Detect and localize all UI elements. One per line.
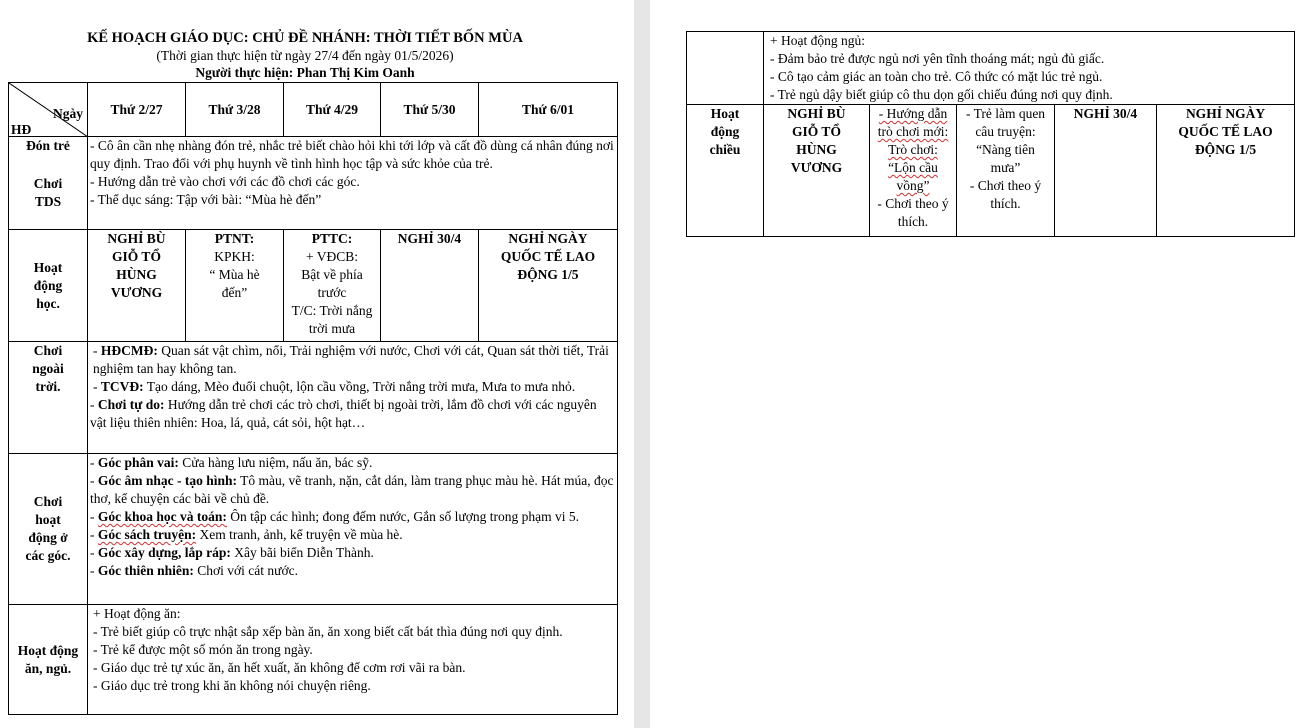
don-tre-content: - Cô ân cần nhẹ nhàng đón trẻ, nhắc trẻ biết chào hỏi khi tới lớp và cất đồ dùng cá nhân đúng nơi quy định. Trao đổi với phụ huynh về tình hình học tập và sức khỏe của trẻ. - Hướng dẫn trẻ vào chơi với các đồ chơi các góc. - Thể dục sáng: Tập với bài: “Mùa hè đến”	[88, 137, 618, 230]
row-ngu-continued	[687, 32, 1295, 105]
hoc-fri: NGHỈ NGÀY QUỐC TẾ LAO ĐỘNG 1/5	[479, 230, 618, 342]
table-header-row	[9, 83, 618, 137]
hoc-thu: NGHỈ 30/4	[381, 230, 479, 342]
row-don-tre	[9, 137, 618, 230]
row-label-hoat-dong-hoc: Hoạt động học.	[9, 230, 88, 342]
row-label-ngoai-troi: Chơi ngoài trời.	[9, 342, 88, 454]
day-header-tue: Thứ 3/28	[186, 83, 284, 137]
day-header-thu: Thứ 5/30	[381, 83, 479, 137]
chieu-mon: NGHỈ BÙ GIỖ TỔ HÙNG VƯƠNG	[764, 105, 870, 237]
an-ngu-content: + Hoạt động ăn: - Trẻ biết giúp cô trực nhật sắp xếp bàn ăn, ăn xong biết cất bát thìa đúng nơi quy định. - Trẻ kể được một số món ăn trong ngày. - Giáo dục trẻ tự xúc ăn, ăn hết xuất, ăn không để cơm rơi vãi ra bàn. - Giáo dục trẻ trong khi ăn không nói chuyện riêng.	[88, 605, 618, 715]
row-label-goc: Chơi hoạt động ở các góc.	[9, 454, 88, 605]
corner-cell	[9, 83, 88, 137]
row-label-don-tre: Đón trẻ Chơi TDS	[9, 137, 88, 230]
chieu-thu: NGHỈ 30/4	[1055, 105, 1157, 237]
document-page-2	[650, 0, 1309, 728]
row-chieu	[687, 105, 1295, 237]
plan-subtitle: (Thời gian thực hiện từ ngày 27/4 đến ngày 01/5/2026)	[156, 48, 454, 63]
goc-content: - Góc phân vai: Cửa hàng lưu niệm, nấu ăn, bác sỹ. - Góc âm nhạc - tạo hình: Tô màu, vẽ tranh, nặn, cắt dán, làm trang phục màu hè. Hát múa, đọc thơ, kể chuyện các bài về chủ đề. - Góc khoa học và toán: Ôn tập các hình; đong đếm nước, Gắn số lượng trong phạm vi 5. - Góc sách truyện: Xem tranh, ảnh, kể truyện về mùa hè. - Góc xây dựng, lắp ráp: Xây bãi biển Diễn Thành. - Góc thiên nhiên: Chơi với cát nước.	[88, 454, 618, 605]
row-label-empty	[687, 32, 764, 105]
hoc-tue: PTNT: KPKH: “ Mùa hè đến”	[186, 230, 284, 342]
day-header-mon: Thứ 2/27	[88, 83, 186, 137]
chieu-wed: - Trẻ làm quen câu truyện: “Nàng tiên mưa” - Chơi theo ý thích.	[957, 105, 1055, 237]
schedule-table-continued	[686, 31, 1295, 237]
chieu-fri: NGHỈ NGÀY QUỐC TẾ LAO ĐỘNG 1/5	[1157, 105, 1295, 237]
row-label-chieu: Hoạt động chiều	[687, 105, 764, 237]
ngu-content: + Hoạt động ngủ: - Đảm bảo trẻ được ngủ nơi yên tĩnh thoáng mát; ngủ đủ giấc. - Cô tạo cảm giác an toàn cho trẻ. Cô thức có mặt lúc trẻ ngủ. - Trẻ ngủ dậy biết giúp cô thu dọn gối chiếu đúng nơi quy định.	[764, 32, 1295, 105]
document-page-1	[0, 0, 634, 728]
row-goc	[9, 454, 618, 605]
hoc-wed: PTTC: + VĐCB: Bật về phía trước T/C: Trời nắng trời mưa	[284, 230, 381, 342]
ngoai-troi-content: - HĐCMĐ: Quan sát vật chìm, nổi, Trải nghiệm với nước, Chơi với cát, Quan sát thời tiết, Trải nghiệm tan hay không tan. - TCVĐ: Tạo dáng, Mèo đuổi chuột, lộn cầu vồng, Trời nắng trời mưa, Mưa to mưa nhỏ. - Chơi tự do: Hướng dẫn trẻ chơi các trò chơi, thiết bị ngoài trời, lắm đồ chơi với các nguyên vật liệu thiên nhiên: Hoa, lá, quả, cát sỏi, hột hạt…	[88, 342, 618, 454]
hoc-mon: NGHỈ BÙ GIỖ TỔ HÙNG VƯƠNG	[88, 230, 186, 342]
plan-author: Người thực hiện: Phan Thị Kim Oanh	[195, 65, 415, 80]
schedule-table	[8, 82, 618, 715]
row-ngoai-troi	[9, 342, 618, 454]
chieu-tue: - Hướng dẫn trò chơi mới: Trò chơi: “Lộn cầu vồng” - Chơi theo ý thích.	[870, 105, 957, 237]
row-label-an-ngu: Hoạt động ăn, ngủ.	[9, 605, 88, 715]
row-an-ngu	[9, 605, 618, 715]
row-hoat-dong-hoc	[9, 230, 618, 342]
plan-title: KẾ HOẠCH GIÁO DỤC: CHỦ ĐỀ NHÁNH: THỜI TIẾT BỐN MÙA	[87, 30, 523, 46]
corner-hd-label: HĐ	[11, 122, 32, 137]
day-header-fri: Thứ 6/01	[479, 83, 618, 137]
corner-day-label: Ngày	[53, 106, 83, 121]
day-header-wed: Thứ 4/29	[284, 83, 381, 137]
